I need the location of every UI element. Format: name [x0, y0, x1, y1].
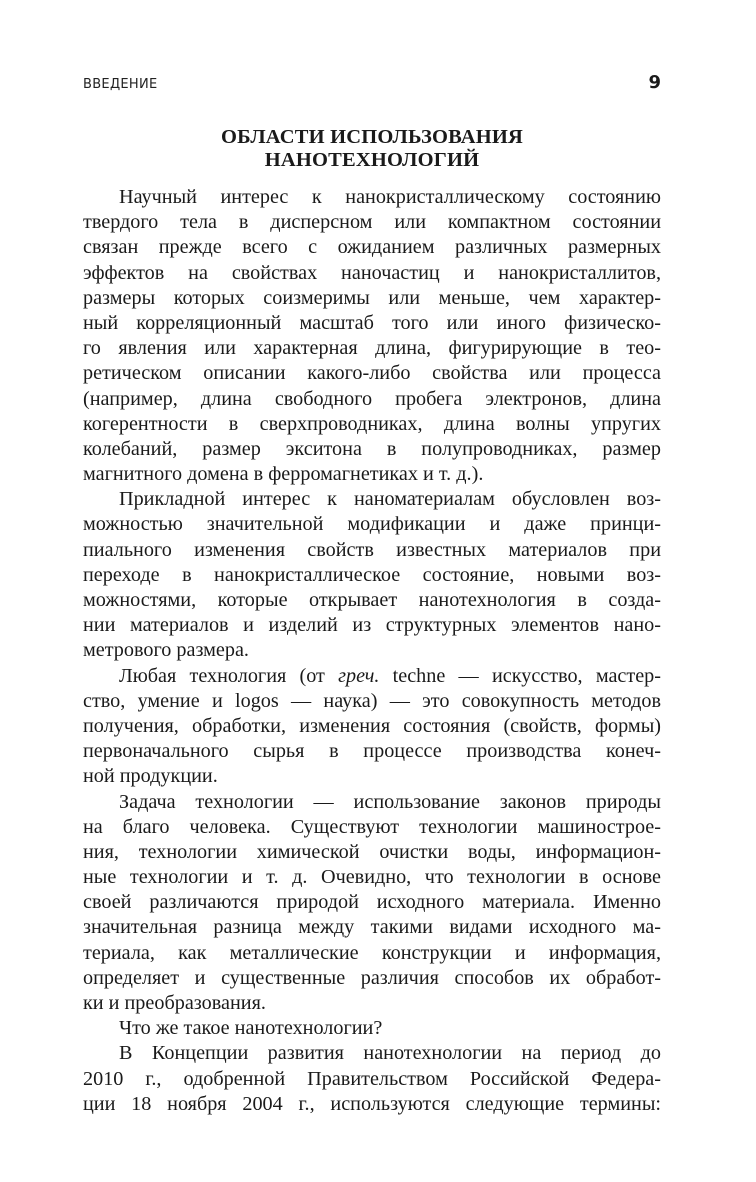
- section-title: [83, 126, 661, 172]
- text-line: колебаний, размер экситона в полупроводниках, размер: [83, 437, 661, 460]
- text-line: (например, длина свободного пробега электронов, длина: [83, 387, 661, 410]
- text-line: размеры которых соизмеримы или меньше, чем характер-: [83, 286, 661, 309]
- text-line: ретическом описании какого-либо свойства или процесса: [83, 362, 661, 385]
- text-line: твердого тела в дисперсном или компактном состоянии: [83, 211, 661, 234]
- text-line: [83, 664, 661, 689]
- title-line: НАНОТЕХНОЛОГИЙ: [264, 149, 480, 171]
- text-line: го явления или характерная длина, фигурирующие в тео-: [83, 337, 661, 360]
- text-line: В Концепции развития нанотехнологии на период до: [119, 1042, 661, 1065]
- text-fragment: Любая технология (от: [119, 664, 339, 687]
- text-line: первоначального сырья в процессе производства конеч-: [83, 740, 661, 763]
- text-line: Прикладной интерес к наноматериалам обусловлен воз-: [119, 488, 661, 511]
- text-line: ство, умение и logos — наука) — это совокупность методов: [83, 689, 661, 712]
- text-line: связан прежде всего с ожиданием различных размерных: [83, 236, 661, 259]
- text-line: когерентности в сверхпроводниках, длина волны упругих: [83, 412, 661, 435]
- text-line: своей различаются природой исходного материала. Именно: [83, 891, 661, 914]
- text-line: значительная разница между такими видами исходного ма-: [83, 916, 661, 939]
- text-line: на благо человека. Существуют технологии машинострое-: [83, 815, 661, 838]
- running-head: ВВЕДЕНИЕ: [83, 77, 158, 92]
- text-line: определяет и существенные различия способов их обработ-: [83, 966, 661, 989]
- abbreviation: греч.: [338, 664, 380, 687]
- text-line: ные технологии и т. д. Очевидно, что технологии в основе: [83, 866, 661, 889]
- text-line: ции 18 ноября 2004 г., используются следующие термины:: [83, 1092, 661, 1115]
- text-line: Задача технологии — использование законов природы: [119, 790, 661, 813]
- text-line: можностями, которые открывает нанотехнология в созда-: [83, 589, 661, 611]
- text-line: териала, как металлические конструкции и информация,: [83, 941, 661, 964]
- text-line: получения, обработки, изменения состояния (свойств, формы): [83, 714, 661, 737]
- text-line: эффектов на свойствах наночастиц и нанокристаллитов,: [83, 261, 661, 284]
- text-line: ной продукции.: [83, 765, 218, 788]
- text-line: магнитного домена в ферромагнетиках и т. д.).: [83, 463, 484, 486]
- text-line: Научный интерес к нанокристаллическому состоянию: [119, 186, 661, 208]
- body-text: [83, 185, 661, 1117]
- text-line: метрового размера.: [83, 639, 249, 662]
- text-line: нии материалов и изделий из структурных элементов нано-: [83, 614, 661, 637]
- text-line: переходе в нанокристаллическое состояние, новыми воз-: [83, 563, 661, 586]
- text-line: ки и преобразования.: [83, 992, 266, 1014]
- text-fragment: techne — искусство, мастер-: [379, 664, 661, 687]
- text-line: ния, технологии химической очистки воды, информацион-: [83, 840, 661, 863]
- text-line: 2010 г., одобренной Правительством Российской Федера-: [83, 1067, 661, 1090]
- title-line: ОБЛАСТИ ИСПОЛЬЗОВАНИЯ: [220, 126, 524, 148]
- text-line: Что же такое нанотехнологии?: [119, 1017, 383, 1040]
- text-line: пиального изменения свойств известных материалов при: [83, 538, 661, 561]
- text-line: ный корреляционный масштаб того или иного физическо-: [83, 311, 661, 334]
- page-number: 9: [648, 72, 661, 93]
- text-line: можностью значительной модификации и даже принци-: [83, 513, 661, 536]
